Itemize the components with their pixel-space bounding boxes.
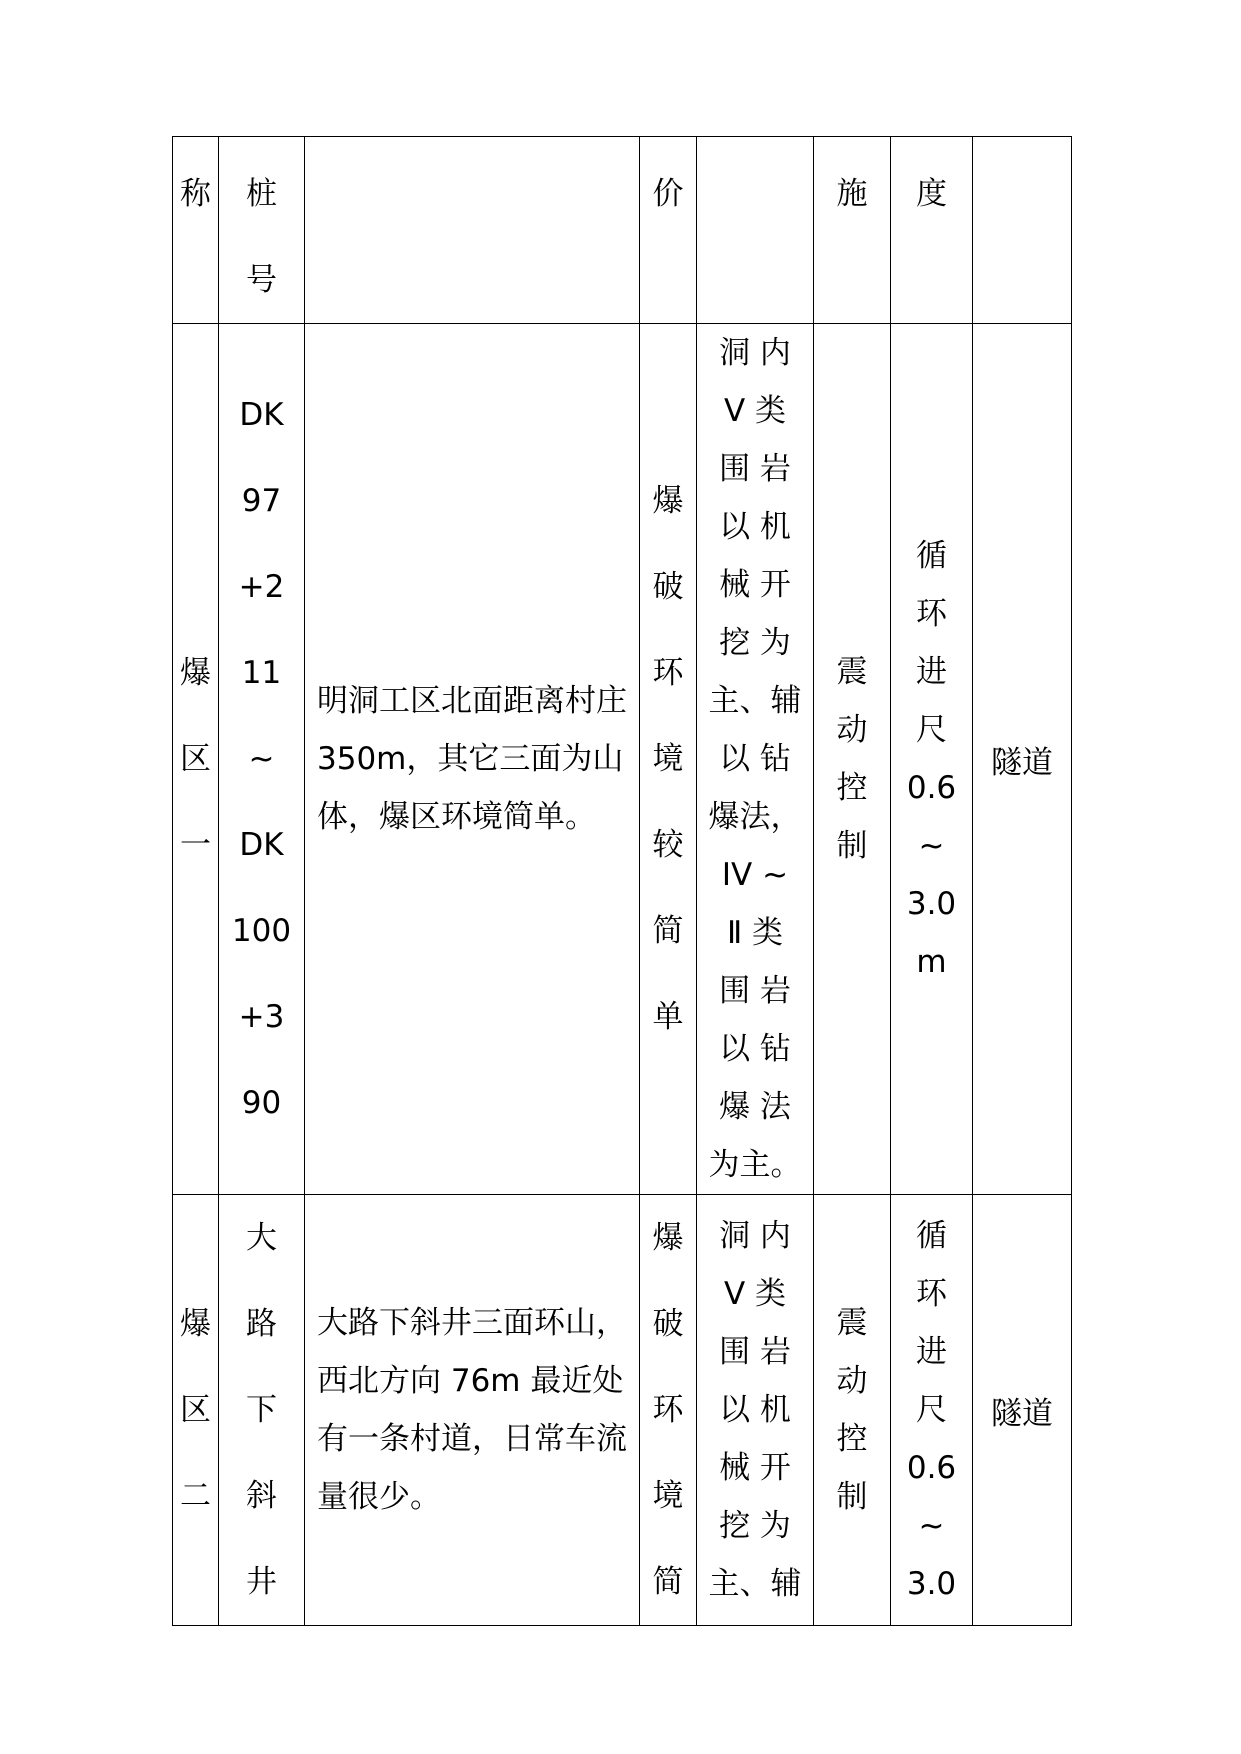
cell-line: 简 [652, 913, 684, 949]
cell-line: 循 [916, 1218, 947, 1254]
cell-line: 为主。 [708, 1147, 802, 1183]
cell-line: 路 [246, 1306, 277, 1342]
cell-line: 震 [836, 654, 868, 690]
cell-line: 环 [916, 1276, 947, 1312]
method-cell [697, 1195, 814, 1626]
cell-line: 械 开 [719, 1450, 791, 1486]
cell-line: 爆 法 [719, 1089, 791, 1125]
cell-line: 尺 [916, 1392, 947, 1428]
method-cell [697, 324, 814, 1195]
cell-line: 挖 为 [719, 1508, 791, 1544]
chainage-cell [219, 324, 305, 1195]
chainage [219, 372, 304, 1146]
cell-line: 爆 [180, 1306, 211, 1342]
environment-description: 大路下斜井三面环山，西北方向 76m 最近处有一条村道，日常车流量很少。 [317, 1305, 627, 1515]
zone-name [173, 1281, 218, 1539]
cell-line: 围 岩 [719, 451, 791, 487]
cell-line: 境 [652, 741, 684, 777]
header-measure-cell [814, 137, 891, 324]
cell-line: 区 [180, 1392, 211, 1428]
cell-line: Ⅱ 类 [726, 915, 784, 951]
cell-line: 爆法， [708, 799, 802, 835]
cell-line: 施 [836, 176, 868, 212]
cell-line: +3 [238, 999, 285, 1035]
zone-name-cell [173, 324, 219, 1195]
blasting-zone-table [172, 136, 1072, 1626]
evaluation-cell [640, 324, 697, 1195]
structure-type: 隧道 [991, 744, 1053, 781]
cell-line: 0.6 [906, 770, 957, 806]
cell-line: m [916, 944, 947, 980]
advance-cell [891, 324, 973, 1195]
environment-cell [305, 324, 640, 1195]
header-advance-text [891, 151, 972, 237]
cell-line: 度 [916, 176, 947, 212]
cell-line: 3.0 [906, 1566, 957, 1602]
cell-line: 价 [652, 176, 684, 212]
evaluation-cell [640, 1195, 697, 1626]
cell-line: ~ [248, 741, 275, 777]
control-measure [814, 643, 890, 875]
cell-line: 破 [652, 1306, 684, 1342]
zone-name [173, 630, 218, 888]
excavation-method [697, 324, 813, 1194]
advance-cell [891, 1195, 973, 1626]
cell-line: V 类 [723, 1276, 787, 1312]
cell-line: 以 钻 [719, 1031, 791, 1067]
cell-line: 斜 [246, 1478, 277, 1514]
cell-line: 100 [231, 913, 292, 949]
header-type-cell [973, 137, 1072, 324]
cell-line: 井 [246, 1564, 277, 1600]
cell-line: 爆 [652, 483, 684, 519]
type-cell [973, 324, 1072, 1195]
structure-type: 隧道 [991, 1395, 1053, 1432]
environment-evaluation [640, 458, 696, 1060]
cell-line: 90 [241, 1085, 282, 1121]
header-method-cell [697, 137, 814, 324]
cell-line: 主、辅 [708, 1566, 802, 1602]
cell-line: 主、辅 [708, 683, 802, 719]
header-name-text [173, 151, 218, 237]
header-measure-text [814, 151, 890, 237]
header-chainage-text [219, 151, 304, 323]
chainage-cell [219, 1195, 305, 1626]
type-cell [973, 1195, 1072, 1626]
cell-line: 破 [652, 569, 684, 605]
cell-line: 爆 [180, 655, 211, 691]
measure-cell [814, 1195, 891, 1626]
header-environment-cell [305, 137, 640, 324]
cell-line: 制 [836, 828, 868, 864]
environment-cell [305, 1195, 640, 1626]
cell-line: 控 [836, 1421, 868, 1457]
table-row [173, 1195, 1072, 1626]
zone-name-cell [173, 1195, 219, 1626]
cell-line: 号 [246, 262, 277, 298]
excavation-method [697, 1207, 813, 1613]
environment-description: 明洞工区北面距离村庄 350m，其它三面为山体，爆区环境简单。 [317, 683, 627, 835]
cell-line: 动 [836, 712, 868, 748]
cell-line: 洞 内 [719, 1218, 791, 1254]
cell-line: 环 [916, 596, 947, 632]
cell-line: 境 [652, 1478, 684, 1514]
cell-line: 较 [652, 827, 684, 863]
cell-line: 挖 为 [719, 625, 791, 661]
cell-line: 围 岩 [719, 973, 791, 1009]
cell-line: 爆 [652, 1220, 684, 1256]
cell-line: 下 [246, 1392, 277, 1428]
cell-line: 0.6 [906, 1450, 957, 1486]
cell-line: V 类 [723, 393, 787, 429]
cell-line: 以 机 [719, 1392, 791, 1428]
cell-line: 械 开 [719, 567, 791, 603]
cell-line: 称 [180, 176, 211, 212]
cell-line: 环 [652, 655, 684, 691]
environment-evaluation [640, 1195, 696, 1625]
header-advance-cell [891, 137, 973, 324]
header-name-cell [173, 137, 219, 324]
cell-line: 洞 内 [719, 335, 791, 371]
cell-line: 震 [836, 1305, 868, 1341]
cell-line: 环 [652, 1392, 684, 1428]
cell-line: 以 钻 [719, 741, 791, 777]
cell-line: 11 [241, 655, 282, 691]
cell-line: 制 [836, 1479, 868, 1515]
cell-line: +2 [238, 569, 285, 605]
cell-line: IV ~ [721, 857, 789, 893]
cell-line: 一 [180, 827, 211, 863]
measure-cell [814, 324, 891, 1195]
table-row [173, 324, 1072, 1195]
cell-line: 控 [836, 770, 868, 806]
cell-line: 大 [246, 1220, 277, 1256]
cell-line: 围 岩 [719, 1334, 791, 1370]
cell-line: 区 [180, 741, 211, 777]
cell-line: 二 [180, 1478, 211, 1514]
header-evaluation-text [640, 151, 696, 237]
cell-line: 进 [916, 1334, 947, 1370]
header-evaluation-cell [640, 137, 697, 324]
header-chainage-cell [219, 137, 305, 324]
cell-line: DK [239, 827, 284, 863]
cycle-advance [891, 527, 972, 991]
cell-line: 以 机 [719, 509, 791, 545]
cell-line: 进 [916, 654, 947, 690]
cycle-advance [891, 1207, 972, 1613]
header-row [173, 137, 1072, 324]
control-measure [814, 1294, 890, 1526]
cell-line: 动 [836, 1363, 868, 1399]
chainage [219, 1195, 304, 1625]
cell-line: 简 [652, 1564, 684, 1600]
cell-line: 单 [652, 999, 684, 1035]
cell-line: ~ [918, 1508, 945, 1544]
cell-line: 3.0 [906, 886, 957, 922]
cell-line: 97 [241, 483, 282, 519]
cell-line: ~ [918, 828, 945, 864]
cell-line: 桩 [246, 176, 277, 212]
cell-line: 尺 [916, 712, 947, 748]
cell-line: 循 [916, 538, 947, 574]
cell-line: DK [239, 397, 284, 433]
